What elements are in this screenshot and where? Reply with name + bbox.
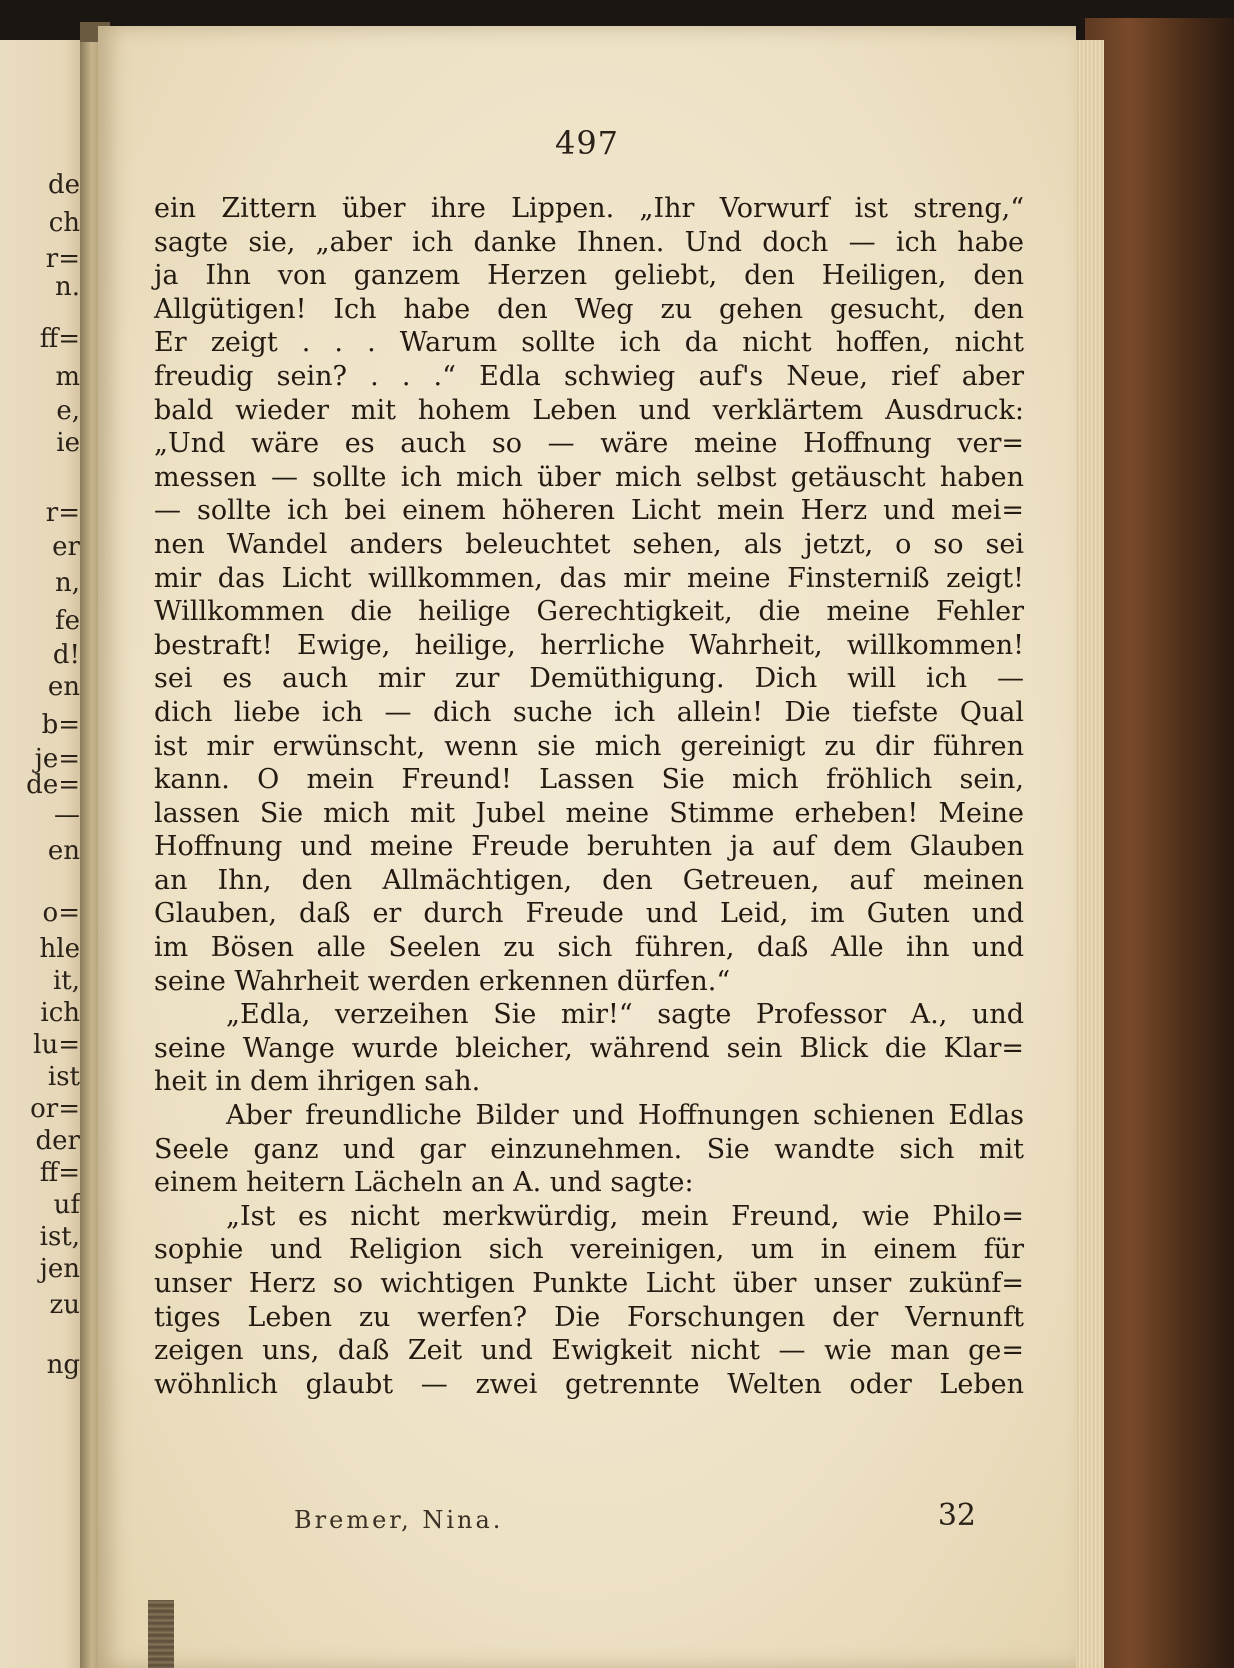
text-line: „Ist es nicht merkwürdig, mein Freund, wie Philo= bbox=[226, 1200, 1024, 1232]
text-line: ja Ihn von ganzem Herzen geliebt, den Heiligen, den bbox=[154, 260, 1024, 292]
left-page-line: je= bbox=[34, 744, 80, 774]
text-line: zeigen uns, daß Zeit und Ewigkeit nicht — wie man ge= bbox=[154, 1335, 1024, 1367]
left-page-line: er bbox=[52, 532, 80, 562]
left-page-line: uf bbox=[53, 1190, 80, 1220]
text-line: ein Zittern über ihre Lippen. „Ihr Vorwurf ist streng,“ bbox=[154, 193, 1024, 224]
text-line: unser Herz so wichtigen Punkte Licht über unser zukünf= bbox=[154, 1268, 1024, 1299]
left-page-line: or= bbox=[30, 1094, 80, 1124]
book-page bbox=[98, 26, 1076, 1668]
left-page-line: ich bbox=[40, 998, 80, 1028]
left-page-line: der bbox=[35, 1126, 80, 1156]
text-line: Willkommen die heilige Gerechtigkeit, die meine Fehler bbox=[154, 596, 1024, 628]
left-page-line: — bbox=[54, 800, 80, 830]
text-line: bald wieder mit hohem Leben und verklärtem Ausdruck: bbox=[154, 394, 1024, 426]
text-line: Er zeigt . . . Warum sollte ich da nicht hoffen, nicht bbox=[154, 327, 1024, 359]
text-line: Aber freundliche Bilder und Hoffnungen schienen Edlas bbox=[226, 1100, 1024, 1132]
printer-signature: Bremer, Nina. bbox=[294, 1506, 504, 1534]
text-line: sagte sie, „aber ich danke Ihnen. Und doch — ich habe bbox=[154, 226, 1024, 258]
left-page-line: en bbox=[47, 836, 80, 866]
left-page-line: zu bbox=[49, 1290, 80, 1320]
left-page-line: en bbox=[47, 672, 80, 702]
text-line: bestraft! Ewige, heilige, herrliche Wahrheit, willkommen! bbox=[154, 629, 1024, 661]
text-line: Seele ganz und gar einzunehmen. Sie wandte sich mit bbox=[154, 1133, 1024, 1165]
left-page-line: r= bbox=[45, 244, 80, 274]
left-page-line: n. bbox=[54, 272, 80, 302]
left-page-line: de= bbox=[26, 770, 80, 800]
left-page-line: m bbox=[55, 362, 80, 392]
left-page-line: ist, bbox=[39, 1222, 80, 1252]
text-line: einem heitern Lächeln an A. und sagte: bbox=[154, 1167, 694, 1199]
left-page-line: n, bbox=[54, 568, 80, 598]
left-page-line: it, bbox=[52, 966, 80, 996]
left-page-line: r= bbox=[45, 498, 80, 528]
text-line: Glauben, daß er durch Freude und Leid, im Guten und bbox=[154, 898, 1024, 930]
sheet-number: 32 bbox=[937, 1498, 976, 1533]
text-line: heit in dem ihrigen sah. bbox=[154, 1066, 481, 1098]
text-line: messen — sollte ich mich über mich selbst getäuscht haben bbox=[154, 461, 1024, 493]
left-page-line: e, bbox=[56, 396, 80, 426]
text-line: freudig sein? . . .“ Edla schwieg auf's Neue, rief aber bbox=[154, 360, 1024, 392]
left-page-line: ff= bbox=[39, 324, 80, 354]
text-line: „Und wäre es auch so — wäre meine Hoffnung ver= bbox=[154, 428, 1024, 460]
text-line: — sollte ich bei einem höheren Licht mein Herz und mei= bbox=[154, 495, 1024, 527]
left-page-line: ff= bbox=[39, 1158, 80, 1188]
text-line: an Ihn, den Allmächtigen, den Getreuen, auf meinen bbox=[154, 864, 1024, 896]
text-line: seine Wange wurde bleicher, während sein Blick die Klar= bbox=[154, 1032, 1024, 1064]
text-line: sei es auch mir zur Demüthigung. Dich will ich — bbox=[154, 663, 1024, 695]
book-cover-edge bbox=[1085, 18, 1234, 1668]
left-page-line: ie bbox=[56, 428, 80, 458]
left-page-line: lu= bbox=[33, 1030, 80, 1060]
left-page-line: jen bbox=[39, 1254, 80, 1284]
page-number: 497 bbox=[554, 124, 620, 162]
left-page-line: ist bbox=[47, 1062, 80, 1092]
text-line: sophie und Religion sich vereinigen, um in einem für bbox=[154, 1234, 1024, 1266]
left-page-line: hle bbox=[39, 934, 80, 964]
bookmark-ribbon bbox=[148, 1600, 174, 1668]
left-page-line: fe bbox=[54, 606, 80, 636]
text-line: wöhnlich glaubt — zwei getrennte Welten oder Leben bbox=[154, 1368, 1024, 1400]
left-page-line: d! bbox=[52, 640, 80, 670]
text-line: lassen Sie mich mit Jubel meine Stimme erheben! Meine bbox=[154, 797, 1024, 829]
text-line: Hoffnung und meine Freude beruhten ja auf dem Glauben bbox=[154, 831, 1024, 863]
text-line: tiges Leben zu werfen? Die Forschungen der Vernunft bbox=[154, 1301, 1024, 1333]
text-line: kann. O mein Freund! Lassen Sie mich fröhlich sein, bbox=[154, 764, 1024, 796]
left-page-fragment bbox=[0, 40, 92, 1668]
text-line: ist mir erwünscht, wenn sie mich gereinigt zu dir führen bbox=[154, 730, 1024, 762]
text-line: mir das Licht willkommen, das mir meine Finsterniß zeigt! bbox=[154, 562, 1024, 594]
left-page-line: o= bbox=[42, 898, 80, 928]
text-line: „Edla, verzeihen Sie mir!“ sagte Professor A., und bbox=[226, 999, 1024, 1031]
text-line: seine Wahrheit werden erkennen dürfen.“ bbox=[154, 965, 731, 997]
body-text bbox=[154, 192, 1024, 1401]
left-page-line: ch bbox=[48, 208, 80, 238]
left-page-line: ng bbox=[46, 1350, 80, 1380]
text-line: Allgütigen! Ich habe den Weg zu gehen gesucht, den bbox=[154, 293, 1024, 325]
left-page-line: de bbox=[47, 170, 80, 200]
left-page-line: b= bbox=[41, 710, 80, 740]
text-line: nen Wandel anders beleuchtet sehen, als jetzt, o so sei bbox=[154, 528, 1024, 560]
text-line: im Bösen alle Seelen zu sich führen, daß Alle ihn und bbox=[154, 932, 1024, 964]
text-line: dich liebe ich — dich suche ich allein! Die tiefste Qual bbox=[154, 696, 1024, 728]
page-footer bbox=[196, 1498, 976, 1538]
